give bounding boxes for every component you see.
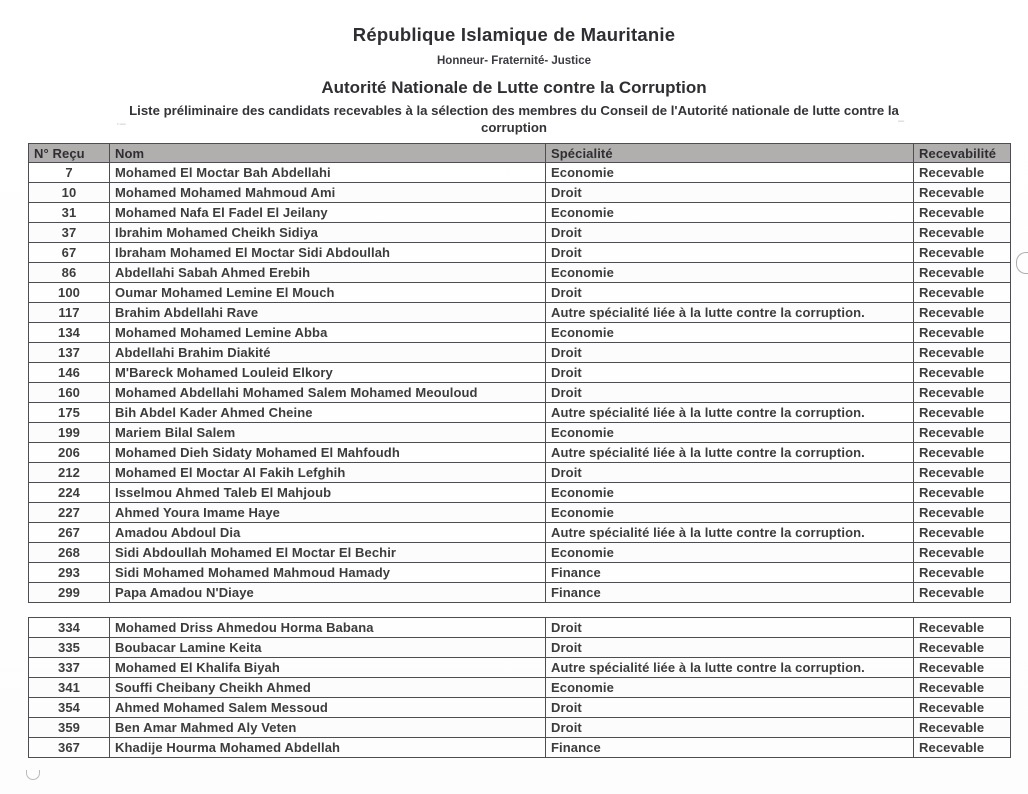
cell-nom: Oumar Mohamed Lemine El Mouch bbox=[110, 283, 546, 303]
cell-specialite: Finance bbox=[546, 583, 914, 603]
cell-recu: 227 bbox=[29, 503, 110, 523]
cell-recu: 134 bbox=[29, 323, 110, 343]
cell-recu: 199 bbox=[29, 423, 110, 443]
table-row bbox=[29, 163, 1011, 183]
cell-nom: Khadije Hourma Mohamed Abdellah bbox=[110, 738, 546, 758]
cell-recevabilite: Recevable bbox=[914, 563, 1011, 583]
authority-title: Autorité Nationale de Lutte contre la Corruption bbox=[321, 78, 707, 97]
cell-recevabilite: Recevable bbox=[914, 483, 1011, 503]
cell-nom: Ibrahim Mohamed Cheikh Sidiya bbox=[110, 223, 546, 243]
cell-recevabilite: Recevable bbox=[914, 363, 1011, 383]
cell-recevabilite: Recevable bbox=[914, 523, 1011, 543]
cell-recu: 31 bbox=[29, 203, 110, 223]
cell-nom: Ibraham Mohamed El Moctar Sidi Abdoullah bbox=[110, 243, 546, 263]
cell-specialite: Droit bbox=[546, 283, 914, 303]
table-row bbox=[29, 403, 1011, 423]
cell-specialite: Autre spécialité liée à la lutte contre la corruption. bbox=[546, 523, 914, 543]
cell-recu: 268 bbox=[29, 543, 110, 563]
cell-recevabilite: Recevable bbox=[914, 323, 1011, 343]
cell-specialite: Economie bbox=[546, 163, 914, 183]
cell-nom: Mohamed El Khalifa Biyah bbox=[110, 658, 546, 678]
table-row bbox=[29, 563, 1011, 583]
cell-specialite: Economie bbox=[546, 263, 914, 283]
cell-nom: Souffi Cheibany Cheikh Ahmed bbox=[110, 678, 546, 698]
cell-specialite: Autre spécialité liée à la lutte contre la corruption. bbox=[546, 658, 914, 678]
cell-nom: Brahim Abdellahi Rave bbox=[110, 303, 546, 323]
scan-artifact-dash-right: – bbox=[898, 115, 905, 127]
document-header bbox=[0, 0, 1028, 136]
table-row bbox=[29, 618, 1011, 638]
cell-nom: Ahmed Mohamed Salem Messoud bbox=[110, 698, 546, 718]
cell-recu: 37 bbox=[29, 223, 110, 243]
cell-recevabilite: Recevable bbox=[914, 423, 1011, 443]
scan-artifact-squiggle bbox=[1016, 252, 1028, 274]
table-row bbox=[29, 343, 1011, 363]
cell-specialite: Economie bbox=[546, 203, 914, 223]
cell-recevabilite: Recevable bbox=[914, 203, 1011, 223]
cell-recu: 67 bbox=[29, 243, 110, 263]
cell-recevabilite: Recevable bbox=[914, 343, 1011, 363]
cell-recevabilite: Recevable bbox=[914, 543, 1011, 563]
cell-recevabilite: Recevable bbox=[914, 263, 1011, 283]
candidates-table-part2 bbox=[28, 617, 1011, 758]
national-motto: Honneur- Fraternité- Justice bbox=[437, 55, 591, 67]
cell-recu: 341 bbox=[29, 678, 110, 698]
cell-recevabilite: Recevable bbox=[914, 183, 1011, 203]
table-body-part1 bbox=[29, 163, 1011, 603]
list-subtitle-line1: Liste préliminaire des candidats recevables à la sélection des membres du Conseil de l'Autorité nationale de lutte contre la bbox=[129, 103, 899, 118]
table-row bbox=[29, 658, 1011, 678]
cell-nom: Abdellahi Sabah Ahmed Erebih bbox=[110, 263, 546, 283]
table-row bbox=[29, 283, 1011, 303]
cell-specialite: Economie bbox=[546, 678, 914, 698]
table-row bbox=[29, 223, 1011, 243]
table-row bbox=[29, 443, 1011, 463]
cell-nom: Sidi Mohamed Mohamed Mahmoud Hamady bbox=[110, 563, 546, 583]
column-header-specialite: Spécialité bbox=[546, 144, 914, 163]
cell-recu: 10 bbox=[29, 183, 110, 203]
cell-recevabilite: Recevable bbox=[914, 243, 1011, 263]
cell-recu: 335 bbox=[29, 638, 110, 658]
cell-recevabilite: Recevable bbox=[914, 223, 1011, 243]
cell-nom: Papa Amadou N'Diaye bbox=[110, 583, 546, 603]
cell-specialite: Autre spécialité liée à la lutte contre la corruption. bbox=[546, 403, 914, 423]
cell-nom: Mohamed Driss Ahmedou Horma Babana bbox=[110, 618, 546, 638]
cell-nom: Mohamed Nafa El Fadel El Jeilany bbox=[110, 203, 546, 223]
cell-nom: Ben Amar Mahmed Aly Veten bbox=[110, 718, 546, 738]
cell-recu: 117 bbox=[29, 303, 110, 323]
cell-nom: Mariem Bilal Salem bbox=[110, 423, 546, 443]
table-row bbox=[29, 363, 1011, 383]
cell-recevabilite: Recevable bbox=[914, 738, 1011, 758]
cell-recu: 367 bbox=[29, 738, 110, 758]
cell-nom: Bih Abdel Kader Ahmed Cheine bbox=[110, 403, 546, 423]
cell-recevabilite: Recevable bbox=[914, 678, 1011, 698]
column-header-recu: N° Reçu bbox=[29, 144, 110, 163]
cell-nom: Mohamed Mohamed Mahmoud Ami bbox=[110, 183, 546, 203]
cell-recevabilite: Recevable bbox=[914, 658, 1011, 678]
country-title: République Islamique de Mauritanie bbox=[352, 24, 676, 45]
cell-nom: Amadou Abdoul Dia bbox=[110, 523, 546, 543]
cell-recu: 137 bbox=[29, 343, 110, 363]
cell-recu: 224 bbox=[29, 483, 110, 503]
cell-nom: M'Bareck Mohamed Louleid Elkory bbox=[110, 363, 546, 383]
candidates-table-part1 bbox=[28, 143, 1011, 603]
table-row bbox=[29, 483, 1011, 503]
cell-specialite: Autre spécialité liée à la lutte contre la corruption. bbox=[546, 443, 914, 463]
cell-recevabilite: Recevable bbox=[914, 583, 1011, 603]
cell-specialite: Droit bbox=[546, 638, 914, 658]
table-row bbox=[29, 523, 1011, 543]
cell-recevabilite: Recevable bbox=[914, 163, 1011, 183]
table-row bbox=[29, 423, 1011, 443]
cell-recu: 337 bbox=[29, 658, 110, 678]
table-row bbox=[29, 383, 1011, 403]
cell-specialite: Finance bbox=[546, 738, 914, 758]
cell-specialite: Finance bbox=[546, 563, 914, 583]
table-row bbox=[29, 698, 1011, 718]
cell-recu: 299 bbox=[29, 583, 110, 603]
scan-artifact-dash-left: ·– bbox=[116, 118, 126, 130]
table-row bbox=[29, 543, 1011, 563]
table-row bbox=[29, 738, 1011, 758]
cell-specialite: Droit bbox=[546, 223, 914, 243]
cell-recu: 7 bbox=[29, 163, 110, 183]
table-row bbox=[29, 583, 1011, 603]
table-row bbox=[29, 263, 1011, 283]
column-header-recevabilite: Recevabilité bbox=[914, 144, 1011, 163]
cell-recu: 293 bbox=[29, 563, 110, 583]
cell-specialite: Droit bbox=[546, 343, 914, 363]
cell-nom: Mohamed Abdellahi Mohamed Salem Mohamed Meouloud bbox=[110, 383, 546, 403]
cell-recu: 160 bbox=[29, 383, 110, 403]
cell-nom: Ahmed Youra Imame Haye bbox=[110, 503, 546, 523]
cell-recevabilite: Recevable bbox=[914, 638, 1011, 658]
table-row bbox=[29, 463, 1011, 483]
cell-nom: Mohamed Mohamed Lemine Abba bbox=[110, 323, 546, 343]
cell-recevabilite: Recevable bbox=[914, 303, 1011, 323]
table-row bbox=[29, 678, 1011, 698]
cell-specialite: Economie bbox=[546, 323, 914, 343]
cell-specialite: Droit bbox=[546, 383, 914, 403]
cell-nom: Sidi Abdoullah Mohamed El Moctar El Bechir bbox=[110, 543, 546, 563]
cell-recu: 146 bbox=[29, 363, 110, 383]
cell-recu: 359 bbox=[29, 718, 110, 738]
cell-recu: 212 bbox=[29, 463, 110, 483]
cell-recevabilite: Recevable bbox=[914, 443, 1011, 463]
cell-nom: Mohamed El Moctar Bah Abdellahi bbox=[110, 163, 546, 183]
table-row bbox=[29, 203, 1011, 223]
cell-recevabilite: Recevable bbox=[914, 618, 1011, 638]
cell-recevabilite: Recevable bbox=[914, 718, 1011, 738]
list-subtitle-line2: corruption bbox=[481, 119, 547, 135]
cell-specialite: Autre spécialité liée à la lutte contre la corruption. bbox=[546, 303, 914, 323]
table-header-row bbox=[29, 144, 1011, 163]
column-header-nom: Nom bbox=[110, 144, 546, 163]
table-row bbox=[29, 503, 1011, 523]
scan-artifact-curl bbox=[26, 770, 40, 780]
cell-specialite: Economie bbox=[546, 503, 914, 523]
cell-recu: 267 bbox=[29, 523, 110, 543]
cell-recevabilite: Recevable bbox=[914, 283, 1011, 303]
cell-specialite: Droit bbox=[546, 463, 914, 483]
table-row bbox=[29, 323, 1011, 343]
cell-specialite: Droit bbox=[546, 243, 914, 263]
cell-recu: 206 bbox=[29, 443, 110, 463]
cell-recevabilite: Recevable bbox=[914, 698, 1011, 718]
cell-specialite: Droit bbox=[546, 183, 914, 203]
cell-recu: 86 bbox=[29, 263, 110, 283]
table-row bbox=[29, 243, 1011, 263]
cell-specialite: Droit bbox=[546, 718, 914, 738]
cell-recevabilite: Recevable bbox=[914, 503, 1011, 523]
table-row bbox=[29, 718, 1011, 738]
cell-recu: 100 bbox=[29, 283, 110, 303]
cell-specialite: Economie bbox=[546, 543, 914, 563]
cell-specialite: Economie bbox=[546, 483, 914, 503]
table-row bbox=[29, 638, 1011, 658]
cell-nom: Mohamed El Moctar Al Fakih Lefghih bbox=[110, 463, 546, 483]
cell-recu: 354 bbox=[29, 698, 110, 718]
cell-nom: Abdellahi Brahim Diakité bbox=[110, 343, 546, 363]
cell-specialite: Droit bbox=[546, 698, 914, 718]
cell-recevabilite: Recevable bbox=[914, 403, 1011, 423]
cell-recevabilite: Recevable bbox=[914, 383, 1011, 403]
cell-recevabilite: Recevable bbox=[914, 463, 1011, 483]
table-row bbox=[29, 303, 1011, 323]
cell-nom: Isselmou Ahmed Taleb El Mahjoub bbox=[110, 483, 546, 503]
cell-specialite: Droit bbox=[546, 618, 914, 638]
cell-specialite: Economie bbox=[546, 423, 914, 443]
cell-nom: Mohamed Dieh Sidaty Mohamed El Mahfoudh bbox=[110, 443, 546, 463]
cell-recu: 334 bbox=[29, 618, 110, 638]
table-body-part2 bbox=[29, 618, 1011, 758]
cell-specialite: Droit bbox=[546, 363, 914, 383]
table-row bbox=[29, 183, 1011, 203]
cell-recu: 175 bbox=[29, 403, 110, 423]
cell-nom: Boubacar Lamine Keita bbox=[110, 638, 546, 658]
list-subtitle bbox=[0, 103, 1028, 136]
